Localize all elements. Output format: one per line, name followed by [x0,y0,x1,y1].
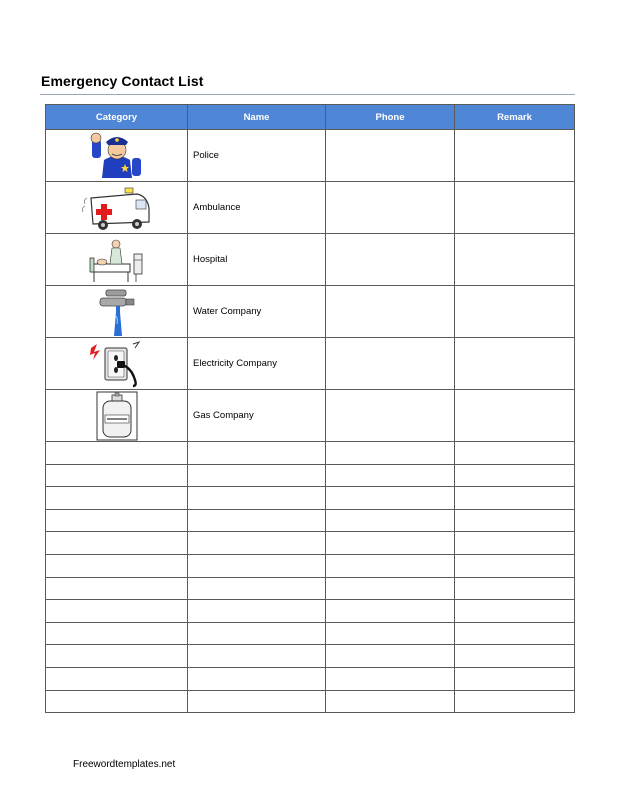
contact-name: Electricity Company [188,338,326,390]
name-cell[interactable] [188,690,326,713]
name-cell[interactable] [188,667,326,690]
remark-cell[interactable] [455,622,575,645]
category-cell[interactable] [46,645,188,668]
gas-cylinder-icon [92,391,142,441]
ambulance-icon [81,184,153,232]
blank-table-row [46,600,575,623]
phone-cell[interactable] [326,622,455,645]
phone-cell[interactable] [326,577,455,600]
name-cell[interactable] [188,600,326,623]
phone-cell[interactable] [326,645,455,668]
category-cell[interactable] [46,532,188,555]
remark-cell[interactable] [455,338,575,390]
contact-name: Ambulance [188,182,326,234]
remark-cell[interactable] [455,577,575,600]
remark-cell[interactable] [455,600,575,623]
phone-cell[interactable] [326,390,455,442]
category-cell[interactable] [46,577,188,600]
category-cell [46,130,188,182]
footer-source: Freewordtemplates.net [73,759,176,770]
table-row [46,130,575,182]
blank-rows-group [46,442,575,713]
name-cell[interactable] [188,442,326,465]
water-faucet-icon [92,288,142,336]
category-cell[interactable] [46,690,188,713]
phone-cell[interactable] [326,234,455,286]
contact-name: Police [188,130,326,182]
blank-table-row [46,464,575,487]
remark-cell[interactable] [455,554,575,577]
phone-cell[interactable] [326,600,455,623]
name-cell[interactable] [188,577,326,600]
name-cell[interactable] [188,532,326,555]
name-cell[interactable] [188,487,326,510]
phone-cell[interactable] [326,487,455,510]
phone-cell[interactable] [326,554,455,577]
phone-cell[interactable] [326,338,455,390]
name-cell[interactable] [188,509,326,532]
remark-cell[interactable] [455,509,575,532]
table-row [46,234,575,286]
blank-table-row [46,554,575,577]
category-cell[interactable] [46,554,188,577]
blank-table-row [46,577,575,600]
electric-outlet-icon [87,340,147,388]
category-cell[interactable] [46,442,188,465]
remark-cell[interactable] [455,645,575,668]
blank-table-row [46,690,575,713]
table-row [46,338,575,390]
blank-table-row [46,532,575,555]
phone-cell[interactable] [326,509,455,532]
document-title: Emergency Contact List [41,73,204,89]
name-cell[interactable] [188,554,326,577]
remark-cell[interactable] [455,487,575,510]
contact-name: Gas Company [188,390,326,442]
header-category: Category [46,105,188,130]
title-divider [40,94,575,95]
name-cell[interactable] [188,464,326,487]
category-cell[interactable] [46,622,188,645]
phone-cell[interactable] [326,690,455,713]
name-cell[interactable] [188,645,326,668]
table-row [46,390,575,442]
phone-cell[interactable] [326,182,455,234]
contact-name: Hospital [188,234,326,286]
table-row [46,182,575,234]
remark-cell[interactable] [455,532,575,555]
remark-cell[interactable] [455,182,575,234]
remark-cell[interactable] [455,690,575,713]
category-cell [46,286,188,338]
police-officer-icon [84,132,150,180]
phone-cell[interactable] [326,464,455,487]
blank-table-row [46,487,575,510]
emergency-contact-table [45,104,575,713]
remark-cell[interactable] [455,464,575,487]
table-header-row [46,105,575,130]
contact-name: Water Company [188,286,326,338]
header-phone: Phone [326,105,455,130]
phone-cell[interactable] [326,667,455,690]
table-row [46,286,575,338]
category-cell[interactable] [46,464,188,487]
hospital-bed-icon [86,236,148,284]
remark-cell[interactable] [455,667,575,690]
header-remark: Remark [455,105,575,130]
remark-cell[interactable] [455,390,575,442]
remark-cell[interactable] [455,130,575,182]
category-cell[interactable] [46,667,188,690]
header-name: Name [188,105,326,130]
category-cell [46,234,188,286]
remark-cell[interactable] [455,234,575,286]
blank-table-row [46,622,575,645]
category-cell [46,338,188,390]
remark-cell[interactable] [455,286,575,338]
category-cell[interactable] [46,509,188,532]
blank-table-row [46,667,575,690]
phone-cell[interactable] [326,286,455,338]
name-cell[interactable] [188,622,326,645]
category-cell[interactable] [46,600,188,623]
category-cell [46,182,188,234]
category-cell[interactable] [46,487,188,510]
phone-cell[interactable] [326,130,455,182]
blank-table-row [46,509,575,532]
phone-cell[interactable] [326,442,455,465]
remark-cell[interactable] [455,442,575,465]
phone-cell[interactable] [326,532,455,555]
blank-table-row [46,442,575,465]
blank-table-row [46,645,575,668]
category-cell [46,390,188,442]
